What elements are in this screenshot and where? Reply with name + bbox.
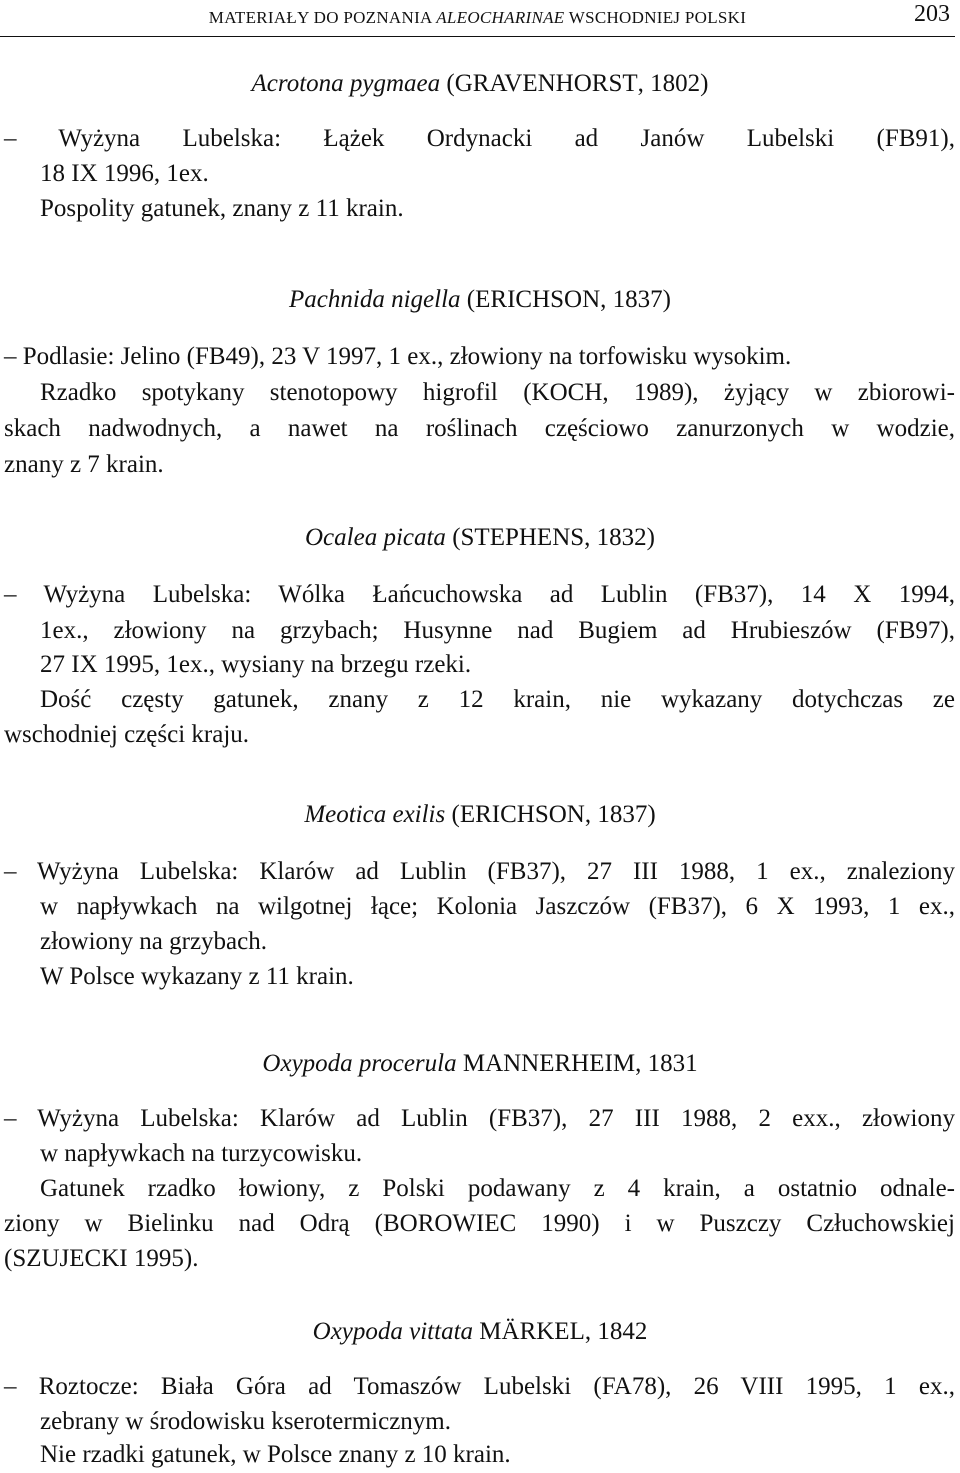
note-line: wschodniej części kraju.	[4, 721, 250, 748]
record-line: zebrany w środowisku kserotermicznym.	[40, 1408, 451, 1435]
author-rest: OCH	[549, 379, 603, 406]
author-rest: ZUJECKI	[26, 1245, 128, 1272]
note-text: ziony w Bielinku nad Odrą (	[4, 1210, 383, 1237]
author-initial: M	[479, 1318, 502, 1345]
note-text: 1995).	[127, 1245, 199, 1272]
author-close: , 1842	[584, 1318, 648, 1345]
note-line: Gatunek rzadko łowiony, z Polski podawany z 4 krain, a ostatnio odnale-	[40, 1175, 955, 1202]
record-line: – Roztocze: Biała Góra ad Tomaszów Lubelski (FA78), 26 VIII 1995, 1 ex.,	[4, 1373, 955, 1400]
note-line: Pospolity gatunek, znany z 11 krain.	[40, 195, 404, 222]
species-heading	[0, 1318, 960, 1346]
author-initial: S	[460, 524, 475, 551]
author-rest: OROWIEC	[399, 1210, 517, 1237]
note-line: skach nadwodnych, a nawet na roślinach częściowo zanurzonych w wodzie,	[4, 415, 955, 442]
author-open: (	[440, 70, 455, 97]
author-close: , 1831	[635, 1050, 698, 1077]
species-name: Meotica exilis	[304, 801, 446, 828]
species-name: Oxypoda vittata	[312, 1318, 474, 1345]
header-title-italic: ALEOCHARINAE	[436, 8, 565, 27]
species-name: Ocalea picata	[305, 524, 446, 551]
note-line: znany z 7 krain.	[4, 451, 164, 478]
note-line: W Polsce wykazany z 11 krain.	[40, 963, 354, 990]
author-rest: ÄRKEL	[501, 1318, 585, 1345]
author-initial: K	[531, 379, 550, 406]
species-heading	[0, 286, 960, 314]
author-rest: RICHSON	[490, 286, 601, 313]
note-text: (	[4, 1245, 13, 1272]
author-open: (	[460, 286, 476, 313]
author-initial: E	[475, 286, 491, 313]
page-number: 203	[914, 1, 950, 27]
author-open: (	[445, 524, 461, 551]
record-line: – Wyżyna Lubelska: Wólka Łańcuchowska ad Lublin (FB37), 14 X 1994,	[4, 581, 955, 608]
species-name: Acrotona pygmaea	[251, 70, 441, 97]
record-line: 18 IX 1996, 1ex.	[40, 160, 209, 187]
author-initial: E	[459, 801, 476, 828]
note-line	[4, 1211, 955, 1236]
author-initial: B	[382, 1210, 400, 1237]
record-line: – Podlasie: Jelino (FB49), 23 V 1997, 1 ex., złowiony na torfowisku wysokim.	[4, 343, 792, 370]
author-close: , 1837)	[584, 801, 656, 828]
note-text: , 1989), żyjący w zbiorowi-	[602, 379, 955, 406]
header-title	[0, 8, 955, 28]
note-line: Nie rzadki gatunek, w Polsce znany z 10 krain.	[40, 1441, 511, 1468]
record-line: w napływkach na turzycowisku.	[40, 1140, 363, 1167]
author-rest: RAVENHORST	[472, 70, 638, 97]
species-heading	[0, 1050, 960, 1078]
species-name: Oxypoda procerula	[262, 1050, 457, 1077]
author-open: (	[445, 801, 460, 828]
author-initial: S	[12, 1245, 27, 1272]
note-line: Dość częsty gatunek, znany z 12 krain, nie wykazany dotychczas ze	[40, 686, 955, 713]
species-heading	[0, 801, 960, 829]
author-rest: ANNERHEIM	[485, 1050, 636, 1077]
author-initial: G	[454, 70, 473, 97]
running-header	[0, 2, 955, 37]
author-initial: M	[462, 1050, 486, 1077]
header-title-part2: WSCHODNIEJ POLSKI	[564, 8, 747, 27]
species-name: Pachnida nigella	[289, 286, 461, 313]
record-line: – Wyżyna Lubelska: Klarów ad Lublin (FB37), 27 III 1988, 2 exx., złowiony	[4, 1105, 955, 1132]
record-line: złowiony na grzybach.	[40, 928, 268, 955]
author-close: , 1802)	[637, 70, 709, 97]
note-text: Rzadko spotykany stenotopowy higrofil (	[40, 379, 532, 406]
author-close: , 1837)	[600, 286, 671, 313]
note-text: 1990) i w Puszczy Człuchowskiej	[516, 1210, 955, 1237]
note-line	[40, 380, 955, 405]
record-line: 1ex., złowiony na grzybach; Husynne nad Bugiem ad Hrubieszów (FB97),	[40, 617, 955, 644]
note-line	[4, 1246, 198, 1271]
record-line: – Wyżyna Lubelska: Klarów ad Lublin (FB37), 27 III 1988, 1 ex., znaleziony	[4, 858, 955, 885]
record-line: w napływkach na wilgotnej łące; Kolonia Jaszczów (FB37), 6 X 1993, 1 ex.,	[40, 893, 955, 920]
record-line: – Wyżyna Lubelska: Łążek Ordynacki ad Janów Lubelski (FB91),	[4, 125, 955, 152]
species-heading	[0, 70, 960, 98]
record-line: 27 IX 1995, 1ex., wysiany na brzegu rzeki.	[40, 651, 472, 678]
species-heading	[0, 524, 960, 552]
header-title-part1: MATERIAŁY DO POZNANIA	[208, 8, 437, 27]
author-rest: TEPHENS	[474, 524, 585, 551]
author-close: , 1832)	[584, 524, 655, 551]
author-rest: RICHSON	[475, 801, 585, 828]
